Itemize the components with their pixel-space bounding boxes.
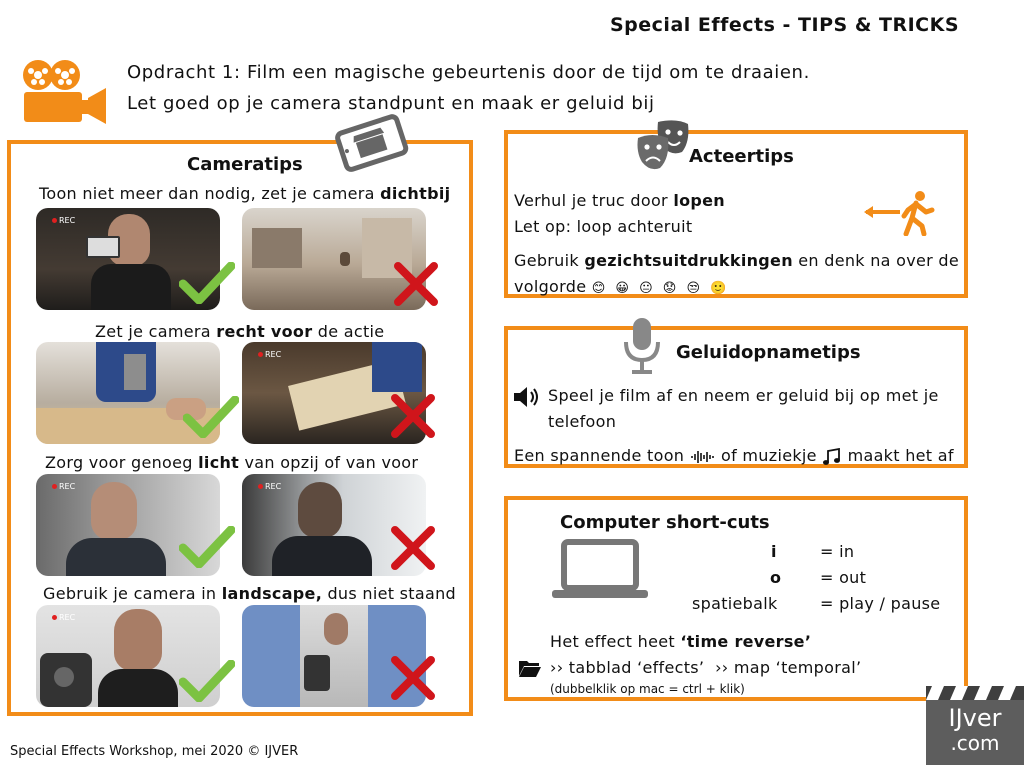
acting-tip-line-2: Let op: loop achteruit bbox=[514, 217, 693, 236]
acting-tips-panel bbox=[504, 130, 968, 298]
checkmark-icon bbox=[179, 526, 235, 568]
music-note-icon bbox=[822, 448, 842, 466]
camera-tip-1: Toon niet meer dan nodig, zet je camera dichtbij bbox=[39, 184, 451, 203]
effect-name-line: Het effect heet ‘time reverse’ bbox=[550, 632, 812, 651]
cross-icon bbox=[391, 656, 435, 700]
shortcut-action-2: = out bbox=[820, 568, 867, 587]
photo-light-good: REC bbox=[36, 474, 220, 576]
checkmark-icon bbox=[183, 396, 239, 438]
camera-tip-3: Zorg voor genoeg licht van opzij of van voor bbox=[45, 453, 419, 472]
camera-tip-2: Zet je camera recht voor de actie bbox=[95, 322, 385, 341]
acting-tip-line-4: volgorde 😊 😀 😐 😟 😒 🙂 bbox=[514, 277, 730, 296]
theater-masks-icon bbox=[636, 118, 692, 176]
soundwave-icon bbox=[690, 450, 716, 464]
camera-tips-heading: Cameratips bbox=[187, 154, 303, 175]
shortcut-action-3: = play / pause bbox=[820, 594, 941, 613]
speaker-icon bbox=[512, 386, 542, 408]
sound-tip-line-1: Speel je film af en neem er geluid bij op met je bbox=[548, 386, 939, 405]
photo-angle-bad: REC bbox=[242, 342, 426, 444]
phone-clapperboard-icon bbox=[333, 114, 411, 174]
sound-tips-heading: Geluidopnametips bbox=[676, 342, 861, 363]
photo-landscape-good: REC bbox=[36, 605, 220, 707]
microphone-icon bbox=[622, 316, 662, 376]
laptop-icon bbox=[552, 538, 648, 602]
mac-note: (dubbelklik op mac = ctrl + klik) bbox=[550, 682, 745, 696]
cross-icon bbox=[391, 526, 435, 570]
logo-line-1: IJver bbox=[948, 704, 1002, 732]
logo-line-2: .com bbox=[950, 731, 1000, 755]
photo-backlight-bad: REC bbox=[242, 474, 426, 576]
photo-closeup-good: REC bbox=[36, 208, 220, 310]
acting-tip-line-1: Verhul je truc door lopen bbox=[514, 191, 725, 210]
movie-camera-icon bbox=[20, 58, 110, 126]
shortcut-key-1: i bbox=[771, 542, 777, 561]
assignment-line-2: Let goed op je camera standpunt en maak er geluid bij bbox=[127, 93, 655, 114]
sound-tip-line-3: Een spannende toon of muziekje maakt het af bbox=[514, 446, 954, 465]
footer-credit: Special Effects Workshop, mei 2020 © IJVER bbox=[10, 744, 299, 759]
assignment-line-1: Opdracht 1: Film een magische gebeurtenis door de tijd om te draaien. bbox=[127, 62, 810, 83]
camera-tip-4: Gebruik je camera in landscape, dus niet staand bbox=[43, 584, 456, 603]
shortcut-action-1: = in bbox=[820, 542, 855, 561]
acting-tips-heading: Acteertips bbox=[689, 146, 794, 167]
sound-tips-panel bbox=[504, 326, 968, 468]
folder-icon bbox=[518, 658, 542, 678]
checkmark-icon bbox=[179, 660, 235, 702]
computer-shortcuts-panel bbox=[504, 496, 968, 701]
camera-tips-panel bbox=[7, 140, 473, 716]
walking-person-icon bbox=[864, 190, 940, 236]
acting-tip-line-3: Gebruik gezichtsuitdrukkingen en denk na over de bbox=[514, 251, 960, 270]
cross-icon bbox=[394, 262, 438, 306]
shortcut-key-3: spatiebalk bbox=[692, 594, 778, 613]
ijver-logo bbox=[926, 686, 1024, 765]
effect-path-line: ›› tabblad ‘effects’ ›› map ‘temporal’ bbox=[550, 658, 862, 677]
computer-shortcuts-heading: Computer short-cuts bbox=[560, 512, 770, 533]
clapper-stripes-icon bbox=[926, 686, 1024, 700]
cross-icon bbox=[391, 394, 435, 438]
sound-tip-line-2: telefoon bbox=[548, 412, 617, 431]
page-title: Special Effects - TIPS & TRICKS bbox=[610, 14, 960, 36]
emoji-faces: 😊 😀 😐 😟 😒 🙂 bbox=[591, 281, 730, 296]
checkmark-icon bbox=[179, 262, 235, 304]
shortcut-key-2: o bbox=[770, 568, 782, 587]
